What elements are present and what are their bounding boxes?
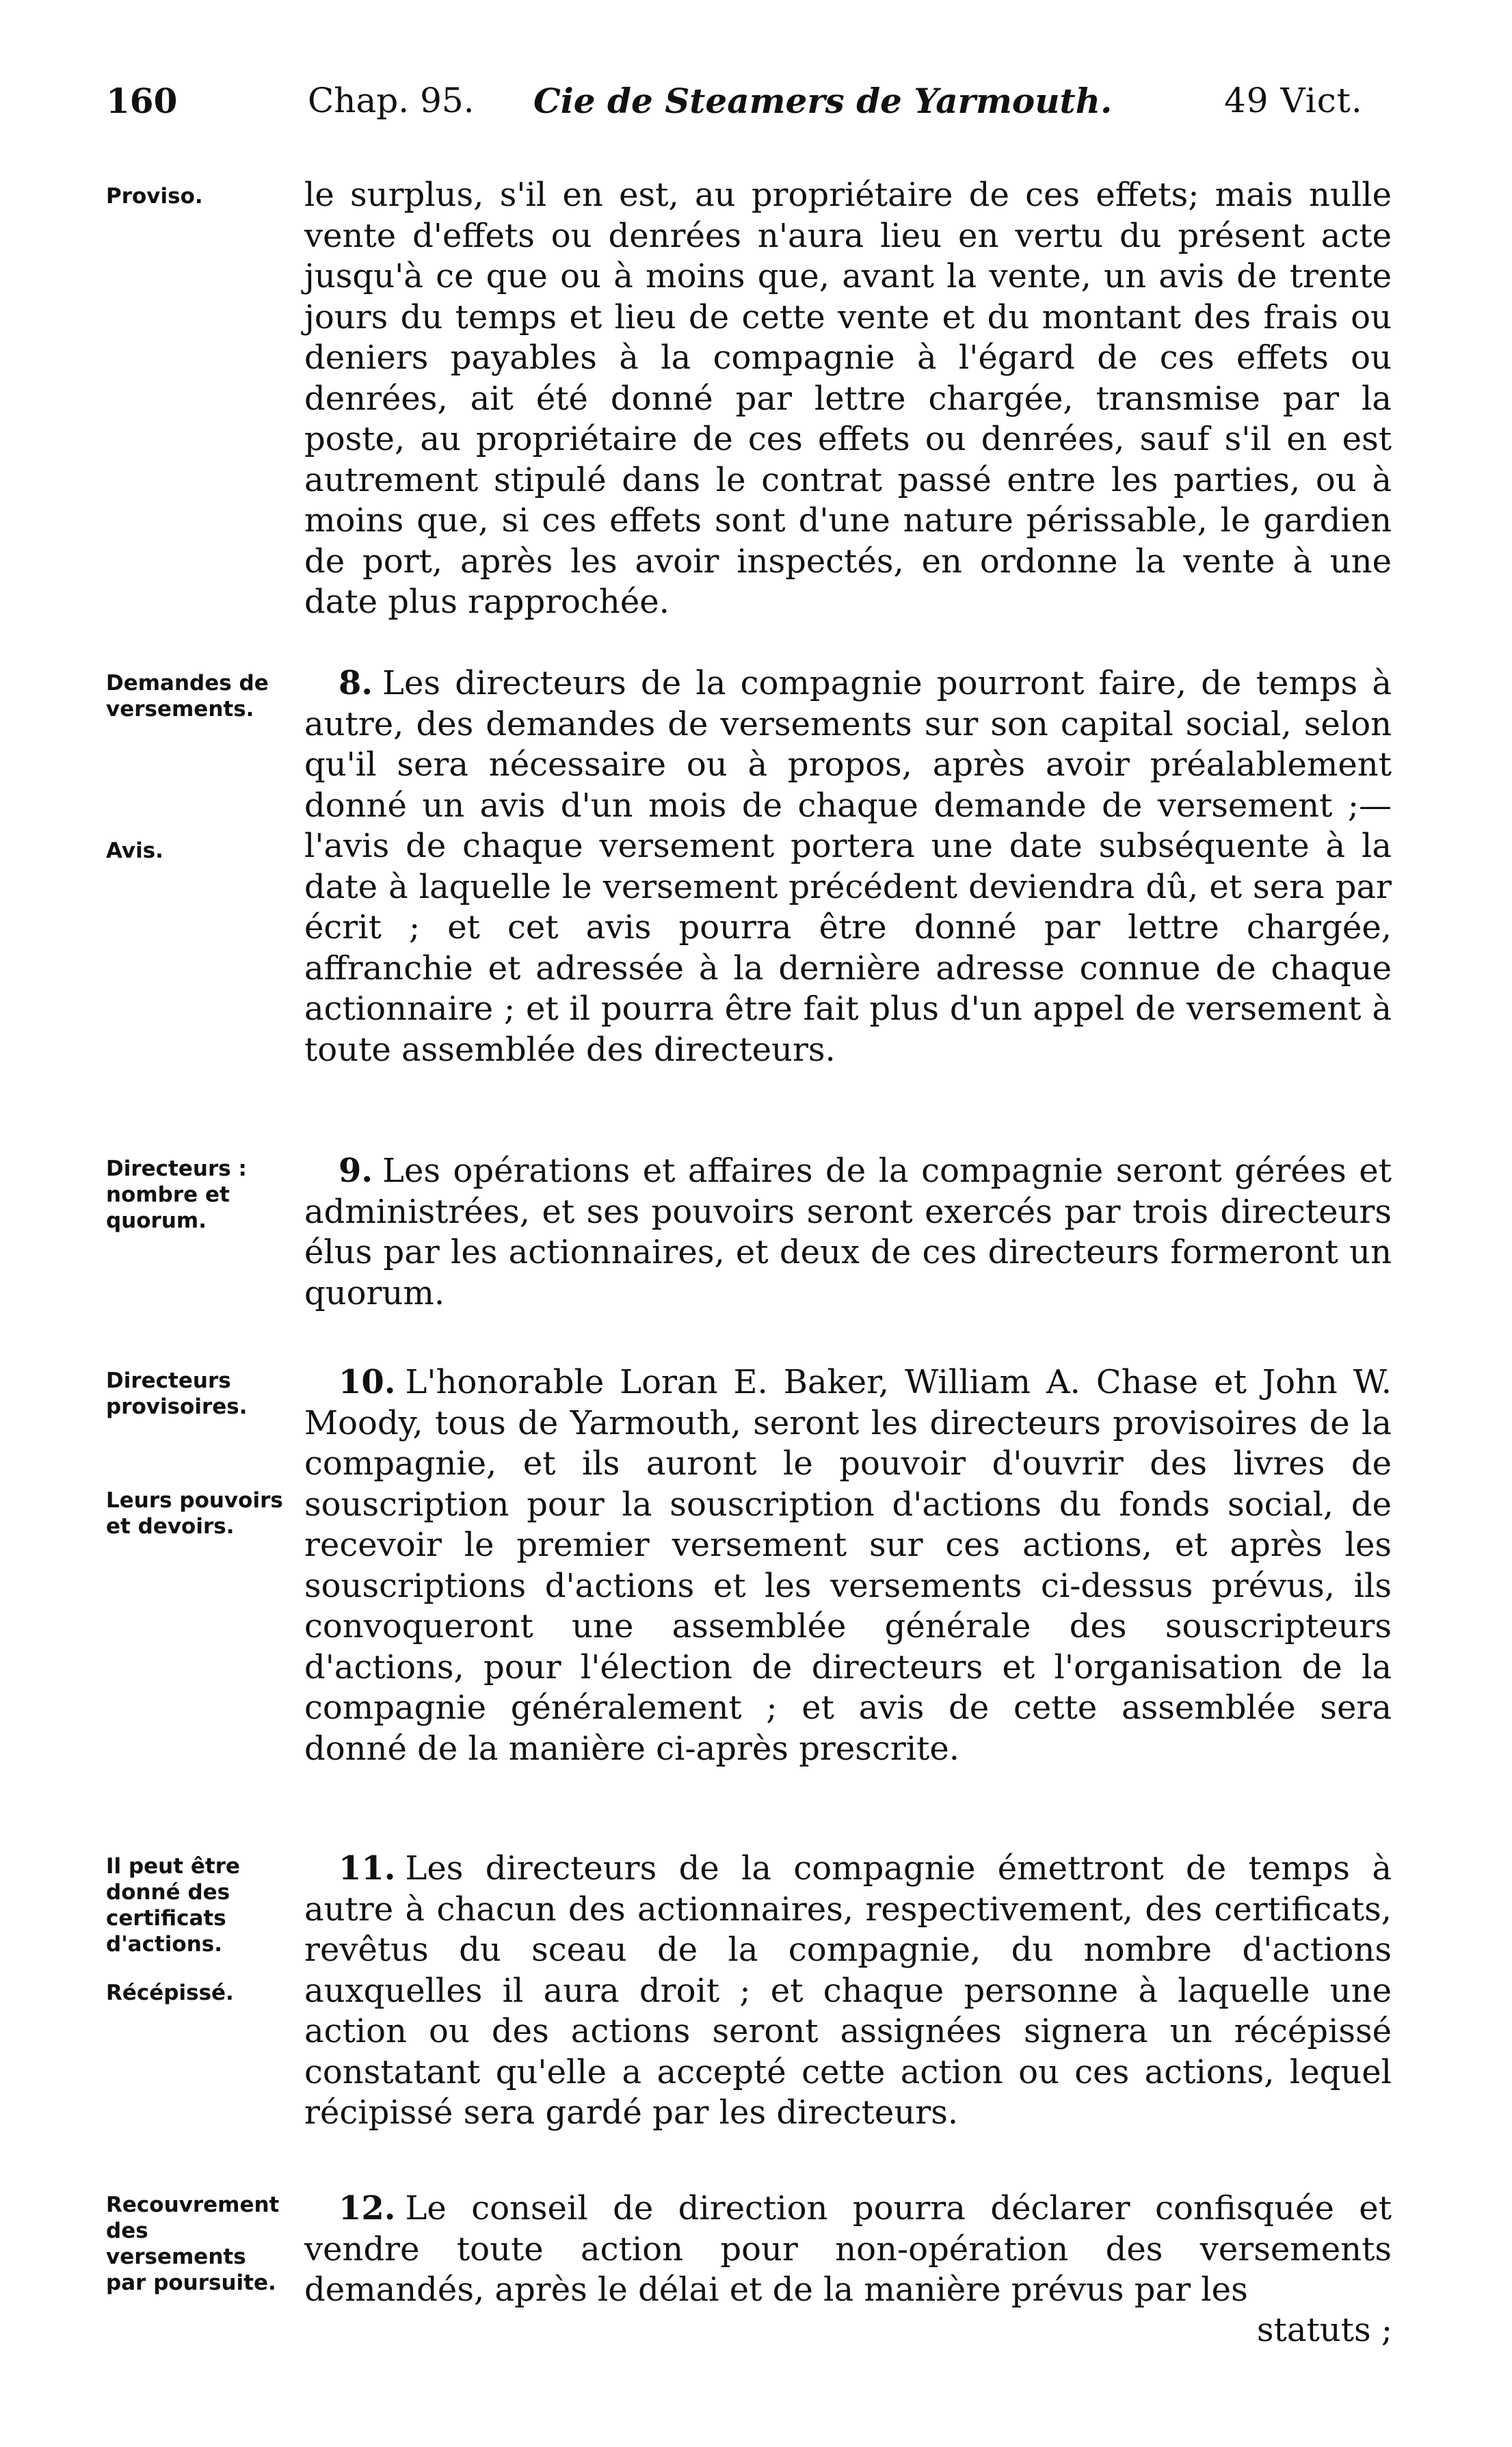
- margin-note-recouvrement: Recouvrement des versements par poursuite.: [106, 2193, 280, 2295]
- section-11-text: Les directeurs de la compagnie émettront de temps à autre à chacun des actionnaires, respectivement, des certificats, revêtus du sceau de la compagnie, du nombre d'actions auxquelles il aura droit ; et chaque personne à laquelle une action ou des actions seront assignées signera un récépissé constatant qu'elle a accepté cette action ou ces actions, lequel récipissé sera gardé par les directeurs.: [304, 1849, 1392, 2132]
- margin-note-proviso: Proviso.: [106, 184, 203, 209]
- margin-note-directeurs-provisoires: Directeurs provisoires.: [106, 1368, 248, 1419]
- section-8-text: Les directeurs de la compagnie pourront faire, de temps à autre, des demandes de versements sur son capital social, selon qu'il sera nécessaire ou à propos, après avoir préalablement donné un avis d'un mois de chaque demande de versement ;—l'avis de chaque versement portera une date subséquente à la date à laquelle le versement précédent deviendra dû, et sera par écrit ; et cet avis pourra être donné par lettre chargée, affranchie et adressée à la dernière adresse connue de chaque actionnaire ; et il pourra être fait plus d'un appel de versement à toute assemblée des directeurs.: [304, 664, 1392, 1069]
- section-10-text: L'honorable Loran E. Baker, William A. Chase et John W. Moody, tous de Yarmouth, seront les directeurs provisoires de la compagnie, et ils auront le pouvoir d'ouvrir des livres de souscription pour la souscription d'actions du fonds social, de recevoir le premier versement sur ces actions, et après les souscriptions d'actions et les versements ci-dessus prévus, ils convoqueront une assemblée générale des souscripteurs d'actions, pour l'élection de directeurs et l'organisation de la compagnie généralement ; et avis de cette assemblée sera donné de la manière ci-après prescrite.: [304, 1363, 1392, 1768]
- running-header: [0, 81, 1512, 135]
- margin-note-avis: Avis.: [106, 838, 163, 863]
- paragraph-continued: [304, 175, 1392, 623]
- section-12-last-line: statuts ;: [1256, 2311, 1392, 2349]
- section-9: [304, 1151, 1392, 1314]
- margin-note-demandes: Demandes de versements.: [106, 671, 269, 722]
- section-8: [304, 663, 1392, 1070]
- page-number: 160: [106, 81, 178, 121]
- margin-note-certificats: Il peut être donné des certificats d'actions.: [106, 1854, 241, 1957]
- margin-note-directeurs-quorum: Directeurs : nombre et quorum.: [106, 1156, 247, 1233]
- section-11: [304, 1849, 1392, 2134]
- section-12: [304, 2188, 1392, 2311]
- section-10-number: 10.: [339, 1363, 396, 1401]
- section-12-number: 12.: [339, 2189, 396, 2227]
- section-12-text: Le conseil de direction pourra déclarer confisquée et vendre toute action pour non-opération des versements demandés, après le délai et de la manière prévus par les: [304, 2189, 1392, 2309]
- section-11-number: 11.: [339, 1849, 396, 1888]
- section-9-text: Les opérations et affaires de la compagnie seront gérées et administrées, et ses pouvoirs seront exercés par trois directeurs élus par les actionnaires, et deux de ces directeurs formeront un quorum.: [304, 1152, 1392, 1312]
- regnal-year: 49 Vict.: [1224, 81, 1363, 120]
- margin-note-leurs-pouvoirs: Leurs pouvoirs et devoirs.: [106, 1488, 283, 1539]
- section-10: [304, 1362, 1392, 1769]
- chapter-label: Chap. 95.: [308, 81, 475, 120]
- paragraph-continued-text: le surplus, s'il en est, au propriétaire de ces effets; mais nulle vente d'effets ou denrées n'aura lieu en vertu du présent acte jusqu'à ce que ou à moins que, avant la vente, un avis de trente jours du temps et lieu de cette vente et du montant des frais ou deniers payables à la compagnie à l'égard de ces effets ou denrées, ait été donné par lettre chargée, transmise par la poste, au propriétaire de ces effets ou denrées, sauf s'il en est autrement stipulé dans le contrat passé entre les parties, ou à moins que, si ces effets sont d'une nature périssable, le gardien de port, après les avoir inspectés, en ordonne la vente à une date plus rapprochée.: [304, 176, 1392, 621]
- running-title: Cie de Steamers de Yarmouth.: [533, 81, 1113, 121]
- section-9-number: 9.: [339, 1152, 373, 1190]
- section-8-number: 8.: [339, 664, 373, 702]
- margin-note-recepisse: Récépissé.: [106, 1981, 234, 2005]
